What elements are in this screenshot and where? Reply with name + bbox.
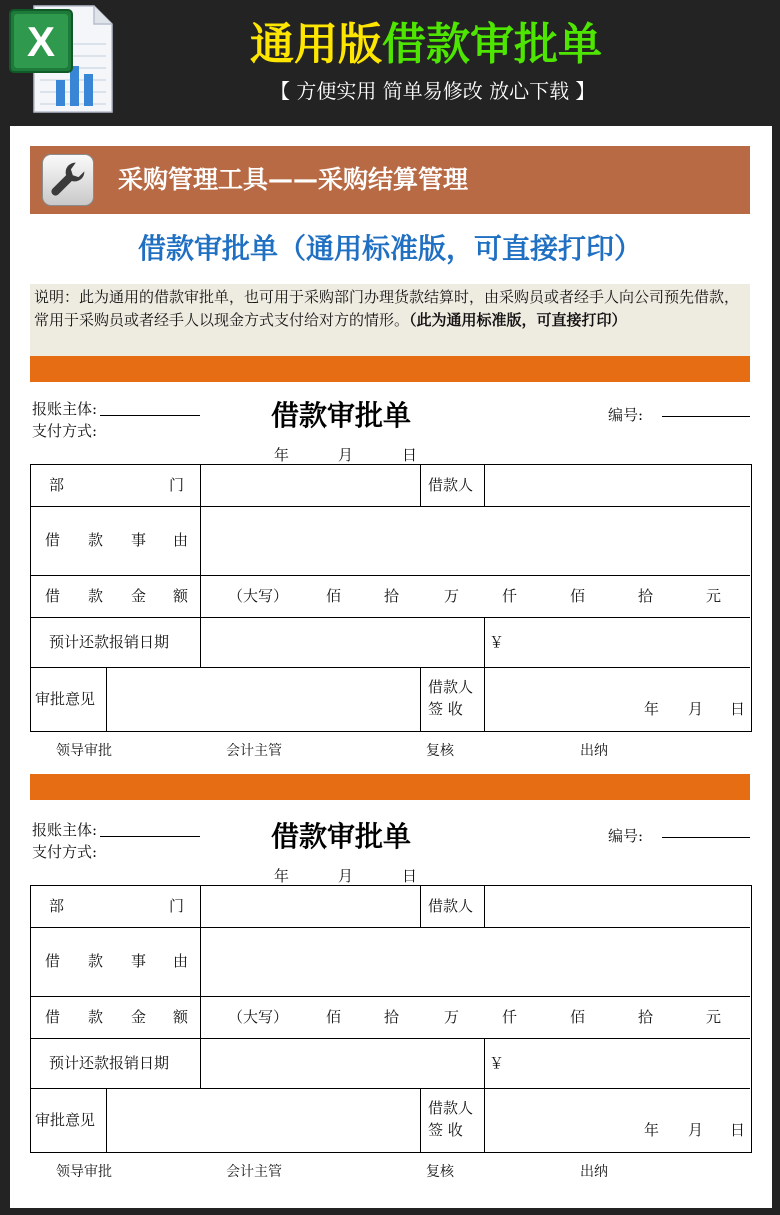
sig-leader: 领导审批 bbox=[56, 1164, 112, 1180]
tool-header-bar bbox=[30, 146, 750, 214]
number-line bbox=[662, 837, 750, 838]
top-banner bbox=[0, 0, 780, 118]
sign-label-line2: 签 收 bbox=[428, 700, 463, 718]
dept-input[interactable] bbox=[202, 466, 419, 505]
orange-divider bbox=[30, 356, 750, 382]
description-emphasis: （此为通用标准版，可直接打印） bbox=[409, 311, 627, 329]
svg-text:X: X bbox=[26, 18, 56, 65]
entity-line bbox=[100, 836, 200, 837]
sign-date[interactable]: 年 月 日 bbox=[644, 1121, 746, 1139]
payment-label: 支付方式: bbox=[32, 843, 98, 861]
borrower-label: 借款人 bbox=[428, 476, 474, 494]
reason-input[interactable] bbox=[202, 929, 748, 995]
sign-label-line1: 借款人 bbox=[428, 678, 474, 696]
payment-label: 支付方式: bbox=[32, 422, 98, 440]
reason-label: 借 款 事 由 bbox=[45, 531, 189, 549]
reason-input[interactable] bbox=[202, 508, 748, 574]
content-panel bbox=[10, 126, 772, 1208]
number-label: 编号: bbox=[608, 406, 644, 424]
form-table bbox=[30, 885, 752, 1153]
repay-date-label: 预计还款报销日期 bbox=[49, 1054, 170, 1072]
borrower-label: 借款人 bbox=[428, 897, 474, 915]
banner-title-part1: 通用版 bbox=[250, 19, 382, 70]
borrower-input[interactable] bbox=[486, 887, 748, 926]
form-date bbox=[270, 865, 430, 885]
dept-input[interactable] bbox=[202, 887, 419, 926]
borrower-input[interactable] bbox=[486, 466, 748, 505]
banner-title-part2: 借款审批单 bbox=[382, 19, 602, 70]
repay-date-label: 预计还款报销日期 bbox=[49, 633, 170, 651]
number-line bbox=[662, 416, 750, 417]
form-title: 借款审批单 bbox=[270, 399, 411, 432]
entity-label: 报账主体: bbox=[32, 400, 98, 418]
entity-line bbox=[100, 415, 200, 416]
approval-label: 审批意见 bbox=[35, 1111, 96, 1129]
sig-cashier: 出纳 bbox=[580, 1164, 608, 1180]
excel-icon bbox=[6, 4, 116, 114]
form-date bbox=[270, 444, 430, 464]
sign-label-line1: 借款人 bbox=[428, 1099, 474, 1117]
date-year: 年 bbox=[274, 867, 290, 885]
number-label: 编号: bbox=[608, 827, 644, 845]
banner-title bbox=[250, 14, 670, 76]
description-box bbox=[30, 284, 750, 356]
approval-label: 审批意见 bbox=[35, 690, 96, 708]
wrench-icon bbox=[42, 154, 94, 206]
loan-form-1 bbox=[30, 392, 752, 772]
entity-label: 报账主体: bbox=[32, 821, 98, 839]
repay-date-input[interactable] bbox=[202, 1040, 483, 1087]
amount-capital-input[interactable]: （大写） 佰 拾 万 仟 佰 拾 元 bbox=[228, 587, 722, 605]
form-table bbox=[30, 464, 752, 732]
description-text: 说明：此为通用的借款审批单，也可用于采购部门办理货款结算时，由采购员或者经手人向公司预先借款，常用于采购员或者经手人以现金方式支付给对方的情形。 bbox=[34, 288, 740, 329]
yen-sign: ￥ bbox=[489, 1054, 505, 1072]
sign-date[interactable]: 年 月 日 bbox=[644, 700, 746, 718]
date-day: 日 bbox=[402, 446, 418, 464]
form-title: 借款审批单 bbox=[270, 820, 411, 853]
yen-sign: ￥ bbox=[489, 633, 505, 651]
sig-review: 复核 bbox=[426, 1164, 454, 1180]
sig-leader: 领导审批 bbox=[56, 743, 112, 759]
sig-cashier: 出纳 bbox=[580, 743, 608, 759]
sig-review: 复核 bbox=[426, 743, 454, 759]
approval-input[interactable] bbox=[108, 1090, 419, 1150]
banner-subtitle: 【 方便实用 简单易修改 放心下载 】 bbox=[270, 79, 596, 103]
sign-label-line2: 签 收 bbox=[428, 1121, 463, 1139]
date-month: 月 bbox=[338, 867, 354, 885]
reason-label: 借 款 事 由 bbox=[45, 952, 189, 970]
approval-input[interactable] bbox=[108, 669, 419, 729]
tool-header-title: 采购管理工具——采购结算管理 bbox=[118, 165, 469, 194]
date-day: 日 bbox=[402, 867, 418, 885]
orange-divider bbox=[30, 774, 750, 800]
repay-date-input[interactable] bbox=[202, 619, 483, 666]
dept-label: 部 门 bbox=[49, 897, 185, 915]
date-month: 月 bbox=[338, 446, 354, 464]
amount-label: 借 款 金 额 bbox=[45, 1008, 189, 1026]
sig-accounting: 会计主管 bbox=[226, 1164, 282, 1180]
sig-accounting: 会计主管 bbox=[226, 743, 282, 759]
date-year: 年 bbox=[274, 446, 290, 464]
main-title: 借款审批单（通用标准版，可直接打印） bbox=[137, 232, 642, 265]
amount-label: 借 款 金 额 bbox=[45, 587, 189, 605]
loan-form-2 bbox=[30, 813, 752, 1193]
dept-label: 部 门 bbox=[49, 476, 185, 494]
amount-capital-input[interactable]: （大写） 佰 拾 万 仟 佰 拾 元 bbox=[228, 1008, 722, 1026]
